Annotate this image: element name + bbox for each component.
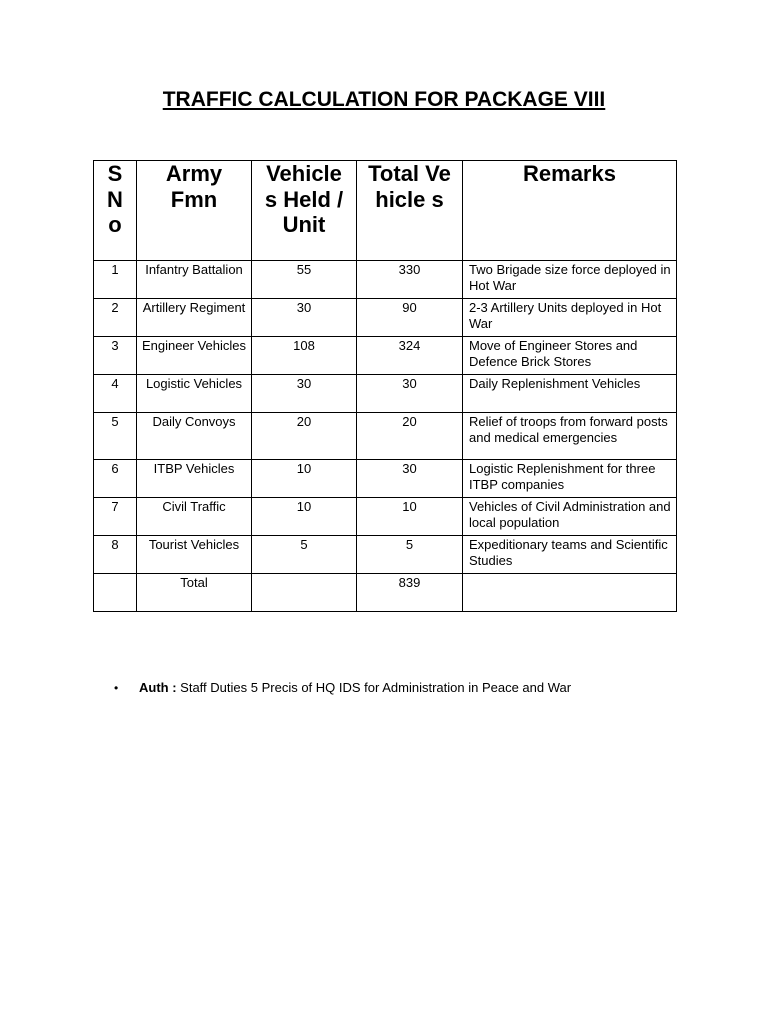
header-row xyxy=(94,161,677,261)
header-vehicles-held: Vehicle s Held /Unit xyxy=(252,161,357,261)
cell-remarks: Move of Engineer Stores and Defence Brick Stores xyxy=(463,337,677,375)
cell-total: 90 xyxy=(357,299,463,337)
cell-held: 108 xyxy=(252,337,357,375)
table-row xyxy=(94,375,677,413)
cell-total: 5 xyxy=(357,536,463,574)
cell-sno: 8 xyxy=(94,536,137,574)
cell-total: 30 xyxy=(357,460,463,498)
cell-held: 10 xyxy=(252,498,357,536)
table-row xyxy=(94,337,677,375)
cell-sno-empty xyxy=(94,574,137,612)
total-value: 839 xyxy=(357,574,463,612)
cell-remarks: Logistic Replenishment for three ITBP companies xyxy=(463,460,677,498)
cell-held: 5 xyxy=(252,536,357,574)
cell-sno: 4 xyxy=(94,375,137,413)
cell-sno: 3 xyxy=(94,337,137,375)
cell-remarks: Daily Replenishment Vehicles xyxy=(463,375,677,413)
table-row xyxy=(94,498,677,536)
traffic-table xyxy=(93,160,677,612)
cell-held: 10 xyxy=(252,460,357,498)
cell-fmn: Civil Traffic xyxy=(137,498,252,536)
cell-fmn: Daily Convoys xyxy=(137,413,252,460)
cell-held-empty xyxy=(252,574,357,612)
cell-fmn: Tourist Vehicles xyxy=(137,536,252,574)
table-row xyxy=(94,261,677,299)
table-row xyxy=(94,536,677,574)
bullet-icon: • xyxy=(114,681,119,695)
cell-fmn: Logistic Vehicles xyxy=(137,375,252,413)
cell-remarks: 2-3 Artillery Units deployed in Hot War xyxy=(463,299,677,337)
cell-sno: 1 xyxy=(94,261,137,299)
header-army-fmn: Army Fmn xyxy=(137,161,252,261)
cell-fmn: ITBP Vehicles xyxy=(137,460,252,498)
cell-fmn: Infantry Battalion xyxy=(137,261,252,299)
total-label: Total xyxy=(137,574,252,612)
auth-text: Staff Duties 5 Precis of HQ IDS for Administration in Peace and War xyxy=(180,680,572,695)
header-sno: S N o xyxy=(94,161,137,261)
total-row xyxy=(94,574,677,612)
cell-remarks: Relief of troops from forward posts and medical emergencies xyxy=(463,413,677,460)
cell-held: 30 xyxy=(252,375,357,413)
cell-remarks: Two Brigade size force deployed in Hot War xyxy=(463,261,677,299)
cell-sno: 5 xyxy=(94,413,137,460)
cell-sno: 6 xyxy=(94,460,137,498)
cell-total: 30 xyxy=(357,375,463,413)
cell-remarks: Expeditionary teams and Scientific Studies xyxy=(463,536,677,574)
cell-remarks-empty xyxy=(463,574,677,612)
cell-fmn: Artillery Regiment xyxy=(137,299,252,337)
header-remarks: Remarks xyxy=(463,161,677,261)
table-row xyxy=(94,413,677,460)
cell-total: 20 xyxy=(357,413,463,460)
cell-total: 330 xyxy=(357,261,463,299)
cell-sno: 2 xyxy=(94,299,137,337)
cell-held: 20 xyxy=(252,413,357,460)
auth-footnote xyxy=(114,680,571,696)
page-title xyxy=(0,86,768,114)
cell-remarks: Vehicles of Civil Administration and local population xyxy=(463,498,677,536)
cell-held: 55 xyxy=(252,261,357,299)
cell-total: 324 xyxy=(357,337,463,375)
cell-sno: 7 xyxy=(94,498,137,536)
cell-held: 30 xyxy=(252,299,357,337)
auth-label: Auth : xyxy=(139,680,177,695)
header-total-vehicles: Total Vehicle s xyxy=(357,161,463,261)
table-row xyxy=(94,299,677,337)
cell-fmn: Engineer Vehicles xyxy=(137,337,252,375)
table-row xyxy=(94,460,677,498)
title-text: TRAFFIC CALCULATION FOR PACKAGE VIII xyxy=(162,88,606,111)
cell-total: 10 xyxy=(357,498,463,536)
